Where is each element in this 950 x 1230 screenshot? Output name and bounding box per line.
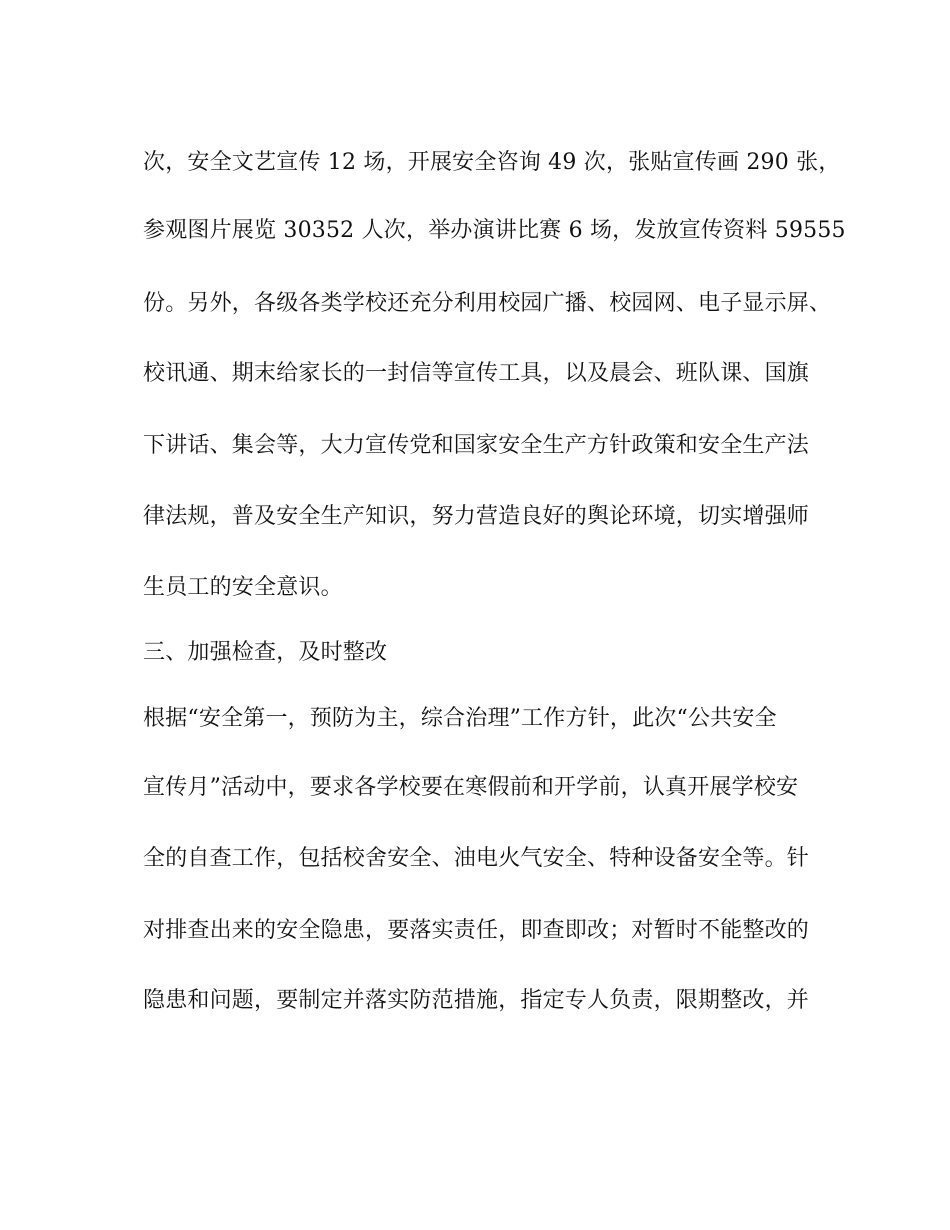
paragraph-1-line-2: 参观图片展览 30352 人次，举办演讲比赛 6 场，发放宣传资料 59555 (143, 218, 846, 243)
paragraph-2-line-2: 宣传月”活动中，要求各学校要在寒假前和开学前，认真开展学校安 (143, 775, 799, 800)
paragraph-1-line-6: 律法规，普及安全生产知识，努力营造良好的舆论环境，切实增强师 (143, 504, 810, 529)
paragraph-1-line-1: 次，安全文艺宣传 12 场，开展安全咨询 49 次，张贴宣传画 290 张， (143, 150, 841, 175)
paragraph-2-line-5: 隐患和问题，要制定并落实防范措施，指定专人负责，限期整改，并 (143, 988, 810, 1013)
paragraph-1-line-4: 校讯通、期末给家长的一封信等宣传工具，以及晨会、班队课、国旗 (143, 361, 810, 386)
section-heading: 三、加强检查，及时整改 (143, 640, 388, 665)
paragraph-1-line-3: 份。另外，各级各类学校还充分利用校园广播、校园网、电子显示屏、 (143, 291, 832, 316)
paragraph-2-line-1: 根据“安全第一，预防为主，综合治理”工作方针，此次“公共安全 (143, 706, 777, 731)
paragraph-2-line-4: 对排查出来的安全隐患，要落实责任，即查即改；对暂时不能整改的 (143, 918, 810, 943)
paragraph-2-line-3: 全的自查工作，包括校舍安全、油电火气安全、特种设备安全等。针 (143, 846, 810, 871)
paragraph-1-line-5: 下讲话、集会等，大力宣传党和国家安全生产方针政策和安全生产法 (143, 433, 810, 458)
paragraph-1-line-7: 生员工的安全意识。 (143, 575, 343, 600)
